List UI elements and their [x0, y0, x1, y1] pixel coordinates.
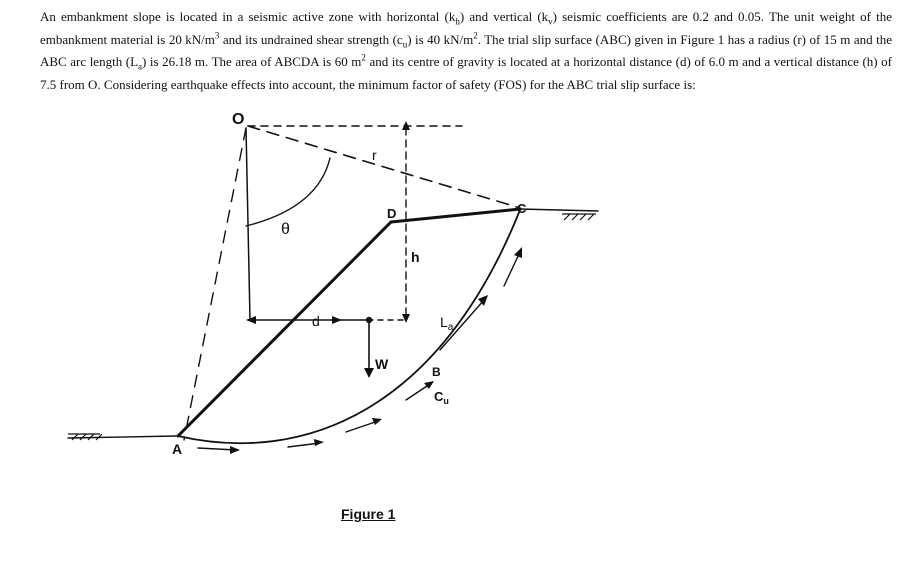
- slip-surface-abc: [178, 210, 520, 443]
- radius-line-oa: [184, 128, 246, 440]
- label-o: O: [232, 111, 245, 128]
- figure-caption: Figure 1: [341, 506, 396, 522]
- h-arrow-head-bottom: [402, 314, 410, 323]
- cu-arrow-2: [346, 421, 378, 432]
- crest-line-dc: [391, 209, 520, 222]
- vertical-reference-line: [246, 128, 250, 320]
- centre-of-gravity-marker: [366, 317, 372, 323]
- label-w: W: [375, 356, 389, 372]
- weight-arrow-head: [364, 368, 374, 378]
- label-a: A: [172, 441, 183, 457]
- slope-face-ad: [178, 222, 391, 436]
- label-cu: $C_u$: [434, 389, 449, 406]
- cu-arrow-3-head: [314, 439, 324, 446]
- label-h: h: [411, 249, 420, 265]
- label-r: r: [372, 147, 377, 163]
- radius-line-oc: [248, 126, 520, 208]
- d-arrow-head-left: [246, 316, 256, 324]
- label-la: $L_a$: [440, 314, 454, 333]
- label-d-distance: d: [312, 313, 320, 329]
- label-theta: θ: [281, 221, 290, 238]
- label-c: C: [517, 201, 527, 216]
- d-arrow-head-right: [332, 316, 342, 324]
- arc-arrow-upper-head: [514, 247, 522, 258]
- cu-arrow-2-head: [372, 418, 382, 425]
- arc-arrow-upper: [504, 252, 520, 286]
- label-b: B: [432, 365, 441, 379]
- cu-arrow-1: [406, 384, 430, 400]
- ground-hatch-right: [562, 214, 596, 220]
- cu-arrow-4-head: [230, 446, 240, 454]
- ground-right: [520, 209, 598, 211]
- label-d-point: D: [387, 206, 397, 221]
- question-text: An embankment slope is located in a seismic active zone with horizontal $(k_h)$ and vertical $(k_v)$ seismic coefficients are 0.2 and 0.05. The unit weight of the embankment material is 20 $kN/m^3$ and its undrained shear strength $(c_u)$ is 40 $kN/m^2$. The trial slip surface (ABC) given in Figure 1 has a radius (r) of 15 m and the ABC arc length $(L_a)$ is 26.18 m. The area of ABCDA is 60 $m^2$ and its centre of gravity is located at a horizontal distance (d) of 6.0 m and a vertical distance (h) of 7.5 from O. Considering earthquake effects into account, the minimum factor of safety (FOS) for the ABC trial slip surface is:: [40, 9, 892, 92]
- theta-arc: [246, 158, 330, 226]
